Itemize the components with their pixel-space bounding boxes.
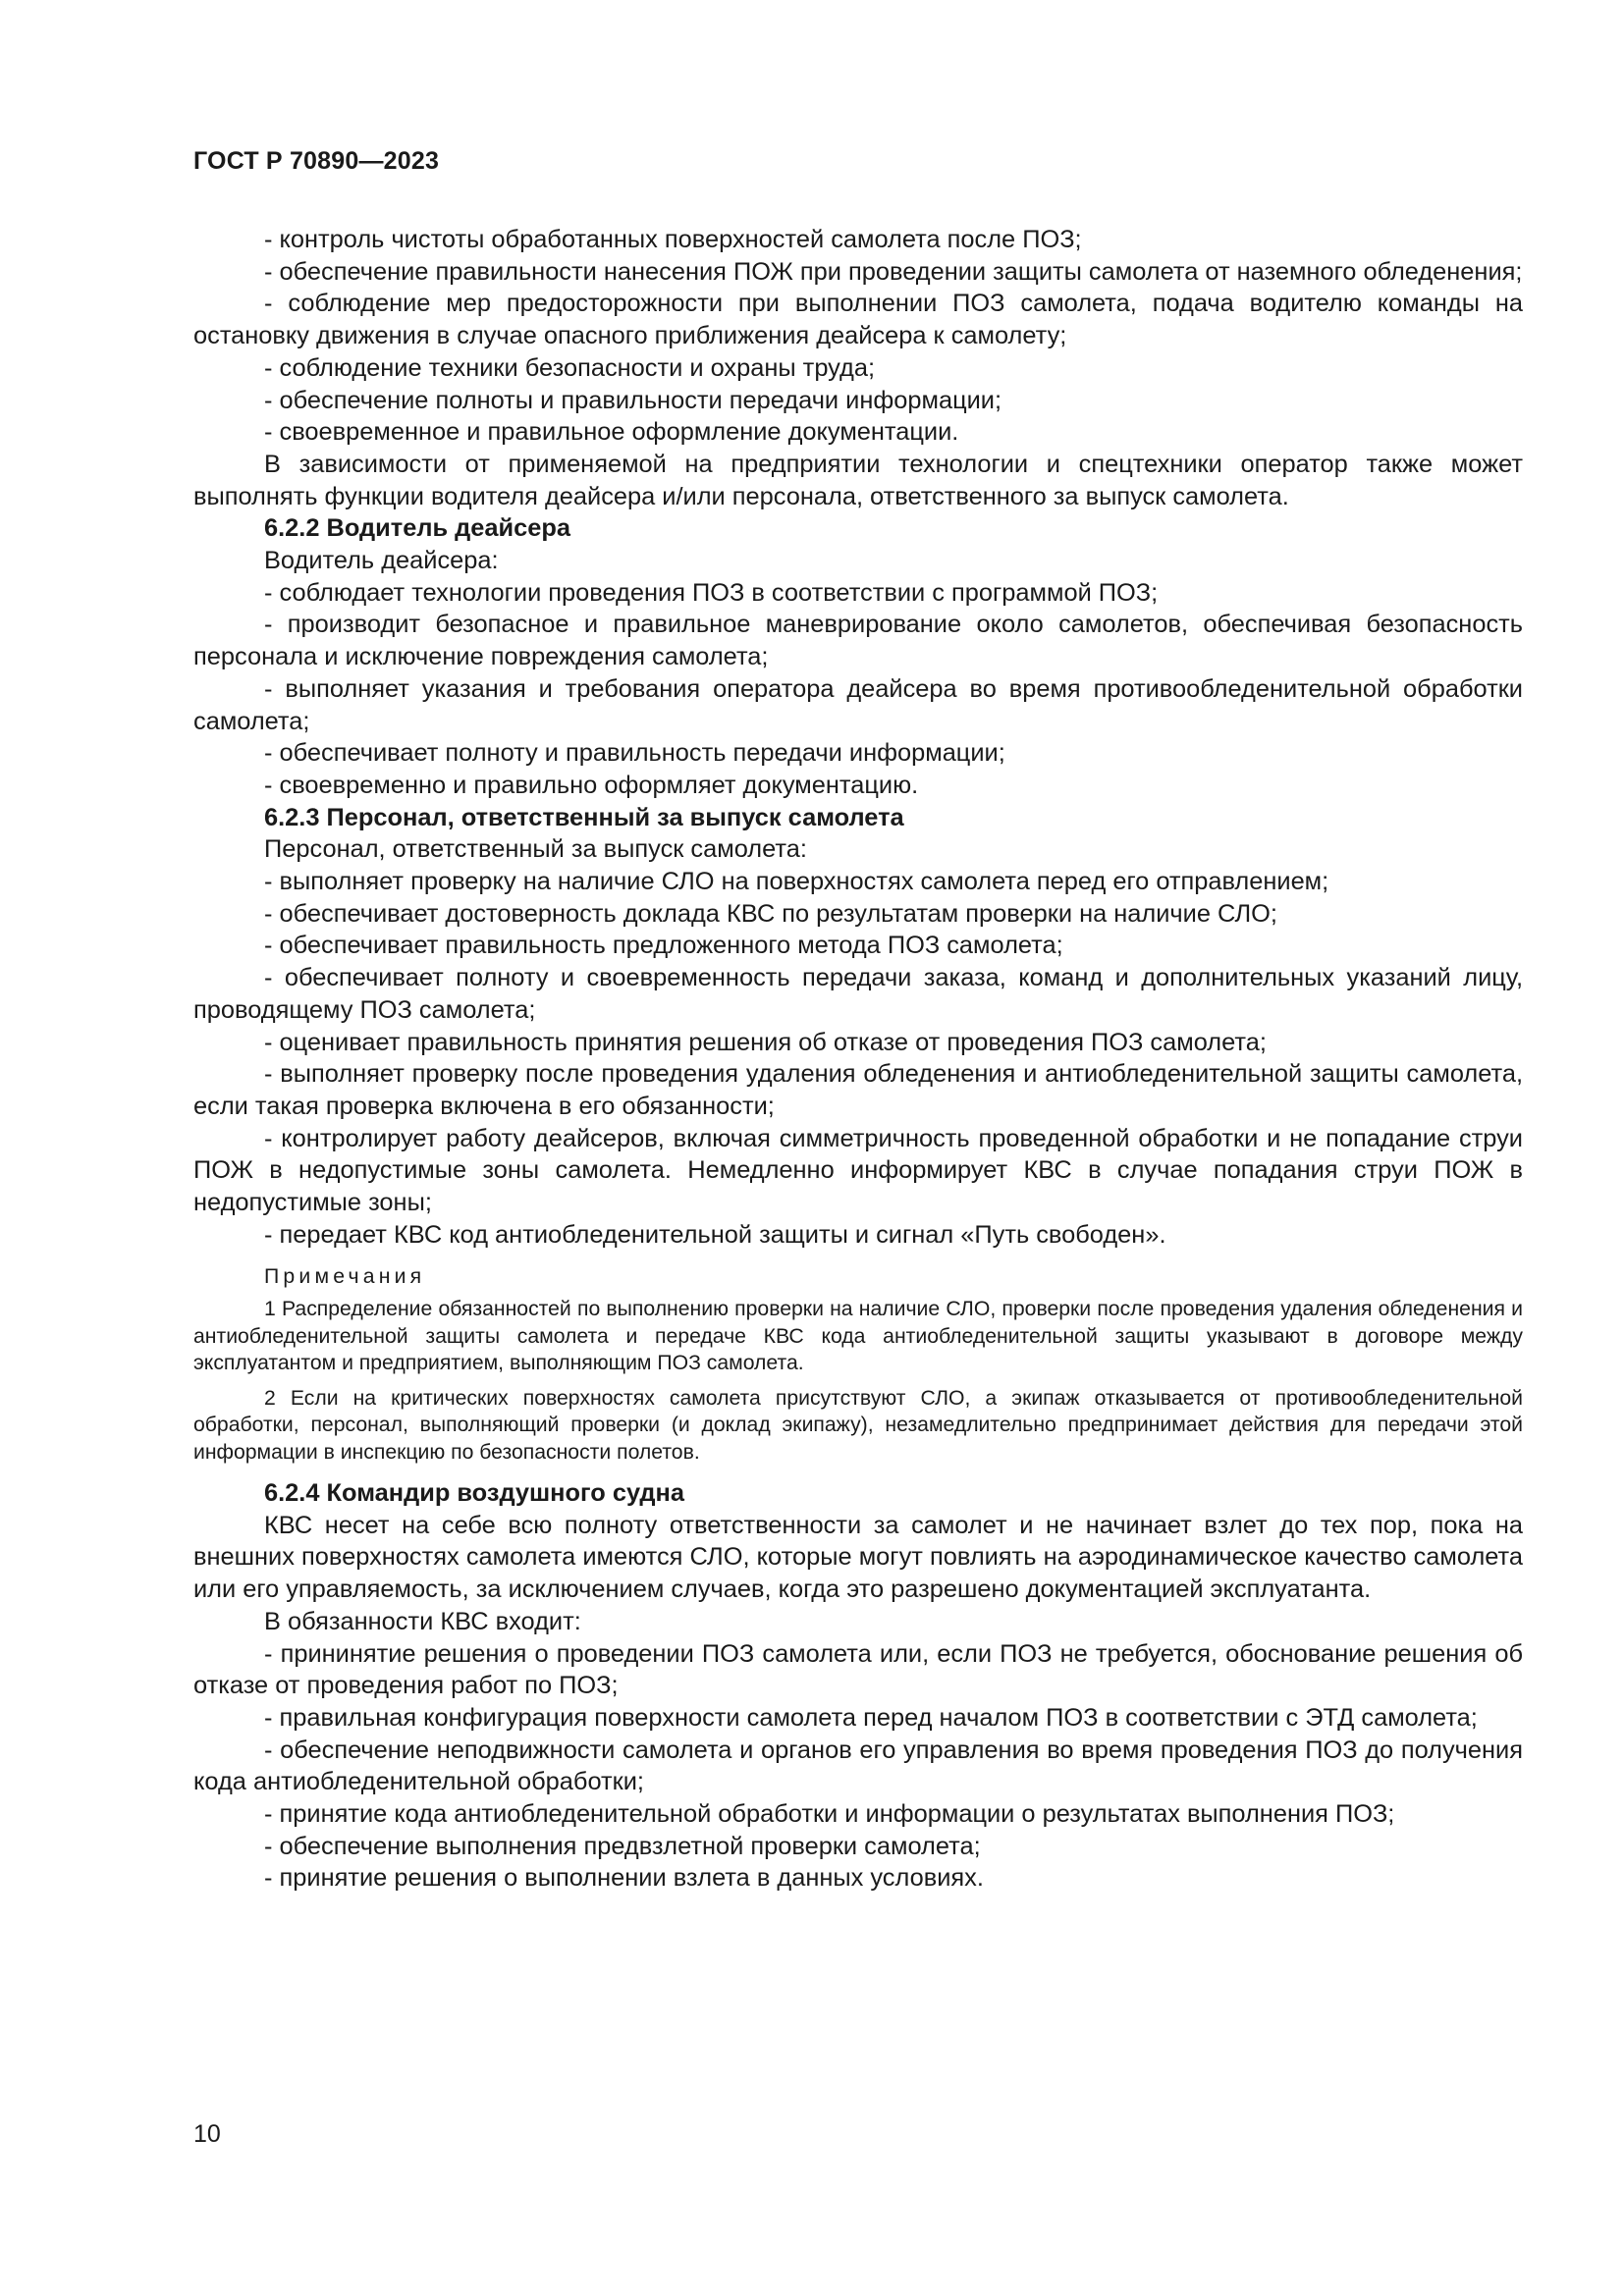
- paragraph: Персонал, ответственный за выпуск самолета:: [264, 835, 807, 864]
- paragraph: - прининятие решения о проведении ПОЗ самолета или, если ПОЗ не требуется, обоснование решения об отказе от проведения работ по ПОЗ;: [193, 1639, 1523, 1700]
- paragraph: - обеспечивает полноту и правильность передачи информации;: [264, 739, 1005, 768]
- paragraph: - обеспечивает достоверность доклада КВС по результатам проверки на наличие СЛО;: [264, 899, 1277, 928]
- paragraph: - оценивает правильность принятия решения об отказе от проведения ПОЗ самолета;: [264, 1028, 1267, 1056]
- paragraph: - обеспечение полноты и правильности передачи информации;: [264, 386, 1002, 414]
- paragraph: КВС несет на себе всю полноту ответственности за самолет и не начинает взлет до тех пор, пока на внешних поверхностях самолета имеются СЛО, которые могут повлиять на аэродинамическое качество самолета или его управляемость, за исключением случаев, когда это разрешено документацией эксплуатанта.: [193, 1511, 1523, 1604]
- paragraph: - обеспечивает правильность предложенного метода ПОЗ самолета;: [264, 932, 1063, 960]
- paragraph: - обеспечение выполнения предвзлетной проверки самолета;: [264, 1832, 981, 1860]
- paragraph: - обеспечение правильности нанесения ПОЖ при проведении защиты самолета от наземного обледенения;: [264, 257, 1523, 286]
- paragraph: Водитель деайсера:: [264, 547, 499, 575]
- note-item: 2 Если на критических поверхностях самолета присутствуют СЛО, а экипаж отказывается от противообледенительной обработки, персонал, выполняющий проверки (и доклад экипажу), незамедлительно предпринимает действия для передачи этой информации в инспекцию по безопасности полетов.: [193, 1386, 1523, 1464]
- paragraph: В зависимости от применяемой на предприятии технологии и спецтехники оператор также может выполнять функции водителя деайсера и/или персонала, ответственного за выпуск самолета.: [193, 450, 1523, 510]
- paragraph: - своевременно и правильно оформляет документацию.: [264, 771, 919, 799]
- notes-block: [193, 1263, 1523, 1467]
- page-number: 10: [193, 2120, 221, 2148]
- notes-title: Примечания: [264, 1264, 426, 1288]
- paragraph: В обязанности КВС входит:: [264, 1607, 581, 1635]
- section-heading: 6.2.4 Командир воздушного судна: [264, 1479, 685, 1507]
- section-heading: 6.2.2 Водитель деайсера: [264, 514, 570, 543]
- paragraph: - контролирует работу деайсеров, включая симметричность проведенной обработки и не попадание струи ПОЖ в недопустимые зоны самолета. Немедленно информирует КВС в случае попадания струи ПОЖ в недопустимые зоны;: [193, 1124, 1523, 1217]
- document-header: ГОСТ Р 70890—2023: [193, 147, 440, 175]
- paragraph: - правильная конфигурация поверхности самолета перед началом ПОЗ в соответствии с ЭТД самолета;: [264, 1703, 1478, 1732]
- paragraph: - передает КВС код антиобледенительной защиты и сигнал «Путь свободен».: [264, 1220, 1166, 1249]
- section-heading: 6.2.3 Персонал, ответственный за выпуск самолета: [264, 803, 904, 831]
- paragraph: - принятие кода антиобледенительной обработки и информации о результатах выполнения ПОЗ;: [264, 1800, 1395, 1829]
- paragraph: - производит безопасное и правильное маневрирование около самолетов, обеспечивая безопасность персонала и исключение повреждения самолета;: [193, 611, 1523, 671]
- paragraph: - обеспечение неподвижности самолета и органов его управления во время проведения ПОЗ до получения кода антиобледенительной обработки;: [193, 1735, 1523, 1796]
- paragraph: - принятие решения о выполнении взлета в данных условиях.: [264, 1864, 984, 1893]
- paragraph: - выполняет указания и требования оператора деайсера во время противообледенительной обработки самолета;: [193, 674, 1523, 735]
- paragraph: - контроль чистоты обработанных поверхностей самолета после ПОЗ;: [264, 226, 1082, 253]
- paragraph: - соблюдение техники безопасности и охраны труда;: [264, 353, 875, 382]
- paragraph: - выполняет проверку после проведения удаления обледенения и антиобледенительной защиты самолета, если такая проверка включена в его обязанности;: [193, 1060, 1523, 1120]
- paragraph: - своевременное и правильное оформление документации.: [264, 418, 959, 447]
- document-body: [193, 224, 1523, 1895]
- paragraph: - соблюдает технологии проведения ПОЗ в соответствии с программой ПОЗ;: [264, 578, 1159, 607]
- paragraph: - выполняет проверку на наличие СЛО на поверхностях самолета перед его отправлением;: [264, 868, 1329, 896]
- note-item: 1 Распределение обязанностей по выполнению проверки на наличие СЛО, проверки после проведения удаления обледенения и антиобледенительной защиты самолета и передаче КВС кода антиобледенительной защиты указывают в договоре между эксплуатантом и предприятием, выполняющим ПОЗ самолета.: [193, 1298, 1523, 1374]
- paragraph: - соблюдение мер предосторожности при выполнении ПОЗ самолета, подача водителю команды на остановку движения в случае опасного приближения деайсера к самолету;: [193, 290, 1523, 350]
- paragraph: - обеспечивает полноту и своевременность передачи заказа, команд и дополнительных указаний лицу, проводящему ПОЗ самолета;: [193, 964, 1523, 1024]
